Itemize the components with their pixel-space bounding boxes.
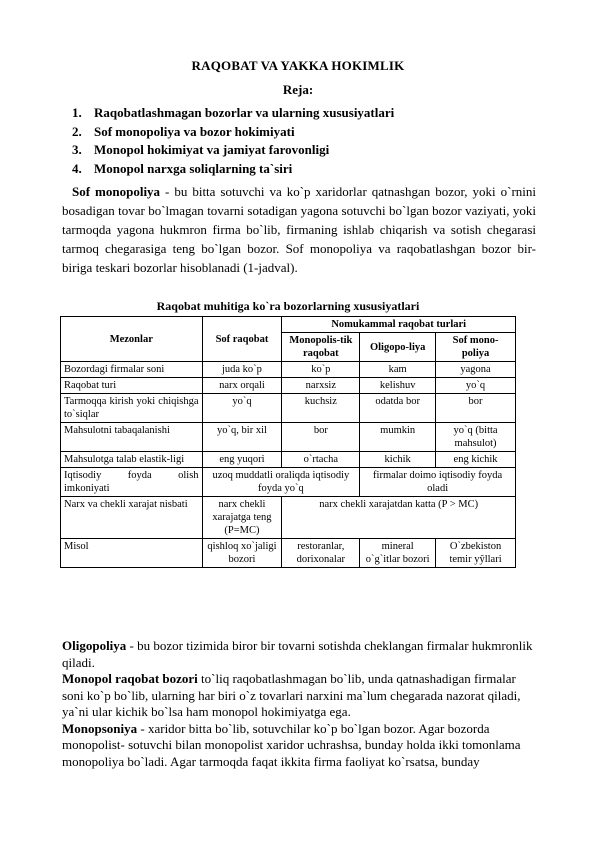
- paragraph-term: Monopol raqobat bozori: [62, 671, 198, 686]
- table-cell: firmalar doimo iqtisodiy foyda oladi: [360, 468, 516, 497]
- row-label: Mahsulotni tabaqalanishi: [61, 423, 203, 452]
- plan-item: [72, 141, 394, 160]
- body-text: [62, 638, 536, 770]
- plan-item-text: Raqobatlashmagan bozorlar va ularning xususiyatlari: [94, 105, 395, 120]
- intro-paragraph: [62, 182, 536, 277]
- table-cell: ko`p: [282, 362, 360, 378]
- table-cell: restoranlar, dorixonalar: [282, 539, 360, 568]
- paragraph-text: - xaridor bitta bo`lib, sotuvchilar ko`p bo`lgan bozor. Agar bozorda monopolist- sotuvchi bilan monopolist xaridor uchrashsa, bunday holda ikki tomonlama monopoliya bo`ladi. Agar tarmoqda faqat ikkita firma faoliyat ko`rsatsa, bunday: [62, 720, 521, 769]
- table-row: [61, 497, 516, 539]
- plan-item-number: 2.: [72, 123, 82, 139]
- table-cell: narx chekli xarajatga teng (P=MC): [202, 497, 282, 539]
- intro-term: Sof monopoliya: [72, 184, 161, 199]
- page-title: RAQOBAT VA YAKKA HOKIMLIK: [191, 58, 405, 73]
- plan-item: [72, 123, 394, 142]
- table-cell: mineral o`g`itlar bozori: [360, 539, 436, 568]
- intro-text: - bu bitta sotuvchi va ko`p xaridorlar qatnashgan bozor, yoki o`rnini bosadigan tovar bo`lmagan tovarni sotadigan yagona sotuvchi bo`lgan bozor vaziyati, yoki tarmoqda yagona hukmron firma bo`lib, firmaning ishlab chiqarish va sotish chegarasi tarmoq chegarasiga teng bo`lgan bozor. Sof monopoliya va raqobatlashgan bozor bir-biriga teskari bozorlar hisoblanadi (1-jadval).: [62, 184, 537, 275]
- table-cell: kelishuv: [360, 378, 436, 394]
- table-cell: yo`q: [202, 394, 282, 423]
- row-label: Mahsulotga talab elastik-ligi: [61, 452, 203, 468]
- header-oligopoly: Oligopo-liya: [360, 333, 436, 362]
- paragraph-text: to`liq raqobatlashmagan bo`lib, unda qatnashadigan firmalar soni ko`p bo`lib, ularning har biri o`z tovarlari narxini ma`lum chegarada nazorat qiladi, ya`ni ular kichik bo`lsa ham monopol hokimiyatga ega.: [62, 671, 521, 719]
- plan-item-number: 4.: [72, 160, 82, 176]
- table-row: [61, 378, 516, 394]
- table-cell: narx chekli xarajatdan katta (P > MC): [282, 497, 516, 539]
- paragraph-term: Oligopoliya: [62, 638, 127, 653]
- table-title: Raqobat muhitiga ko`ra bozorlarning xususiyatlari: [156, 299, 420, 313]
- plan-heading: Reja:: [282, 82, 314, 97]
- table-cell: yo`q, bir xil: [202, 423, 282, 452]
- row-label: Narx va chekli xarajat nisbati: [61, 497, 203, 539]
- comparison-table: [60, 316, 516, 568]
- table-cell: qishloq xo`jaligi bozori: [202, 539, 282, 568]
- row-label: Iqtisodiy foyda olish imkoniyati: [61, 468, 203, 497]
- paragraph-text: - bu bozor tizimida biror bir tovarni sotishda cheklangan firmalar hukmronlik qiladi.: [62, 638, 533, 670]
- table-cell: mumkin: [360, 423, 436, 452]
- table-cell: o`rtacha: [282, 452, 360, 468]
- row-label: Raqobat turi: [61, 378, 203, 394]
- table-row: [61, 423, 516, 452]
- plan-list: [72, 104, 394, 178]
- table-cell: narxsiz: [282, 378, 360, 394]
- table-cell: yo`q: [436, 378, 516, 394]
- table-cell: odatda bor: [360, 394, 436, 423]
- table-row: [61, 539, 516, 568]
- table-cell: O`zbekiston temir yŷllari: [436, 539, 516, 568]
- header-criteria: Mezonlar: [61, 317, 203, 362]
- table-cell: narx orqali: [202, 378, 282, 394]
- table-cell: yo`q (bitta mahsulot): [436, 423, 516, 452]
- plan-item-text: Monopol hokimiyat va jamiyat farovonligi: [94, 142, 330, 157]
- table-header-row: [61, 317, 516, 333]
- table-cell: eng yuqori: [202, 452, 282, 468]
- row-label: Tarmoqqa kirish yoki chiqishga to`siqlar: [61, 394, 203, 423]
- table-cell: kuchsiz: [282, 394, 360, 423]
- table-cell: kam: [360, 362, 436, 378]
- table-cell: bor: [282, 423, 360, 452]
- paragraph-monopsony: [62, 721, 536, 771]
- plan-item: [72, 160, 394, 179]
- comparison-table-block: [60, 298, 516, 568]
- paragraph-term: Monopsoniya: [62, 720, 138, 736]
- table-cell: uzoq muddatli oraliqda iqtisodiy foyda yo`q: [202, 468, 360, 497]
- plan-item: [72, 104, 394, 123]
- paragraph-monopolistic-competition: [62, 671, 536, 721]
- header-imperfect-competition: Nomukammal raqobat turlari: [282, 317, 516, 333]
- row-label: Misol: [61, 539, 203, 568]
- table-cell: bor: [436, 394, 516, 423]
- table-row: [61, 394, 516, 423]
- header-monopolistic: Monopolis-tik raqobat: [282, 333, 360, 362]
- plan-item-text: Sof monopoliya va bozor hokimiyati: [94, 123, 295, 139]
- table-cell: juda ko`p: [202, 362, 282, 378]
- table-cell: eng kichik: [436, 452, 516, 468]
- plan-item-number: 1.: [72, 105, 82, 120]
- table-row: [61, 452, 516, 468]
- plan-item-number: 3.: [72, 142, 82, 157]
- table-cell: kichik: [360, 452, 436, 468]
- plan-item-text: Monopol narxga soliqlarning ta`siri: [94, 160, 293, 176]
- paragraph-oligopoly: [62, 638, 536, 671]
- table-row: [61, 362, 516, 378]
- table-cell: yagona: [436, 362, 516, 378]
- row-label: Bozordagi firmalar soni: [61, 362, 203, 378]
- table-row: [61, 468, 516, 497]
- header-perfect-competition: Sof raqobat: [202, 317, 282, 362]
- header-monopoly: Sof mono-poliya: [436, 333, 516, 362]
